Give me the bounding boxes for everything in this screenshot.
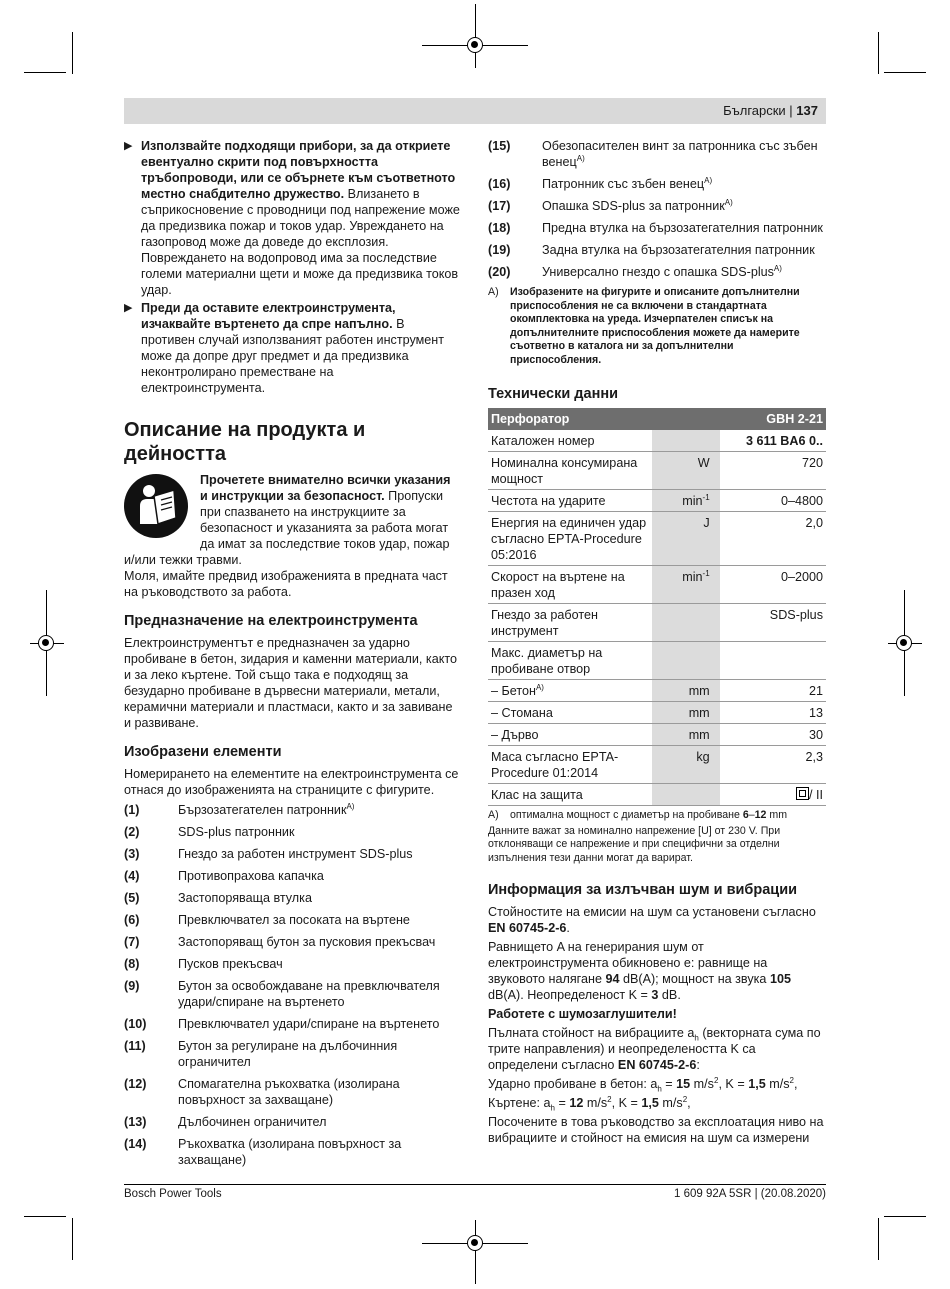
item-text <box>178 802 460 818</box>
item-number: (4) <box>124 869 140 883</box>
item-label: Обезопасителен винт за патронника със зъбен венец <box>542 139 818 169</box>
item-sup: A) <box>346 801 355 811</box>
row-unit: J <box>652 512 719 566</box>
row-value: 2,0 <box>720 512 826 566</box>
crop-mark <box>878 32 879 74</box>
footnote-label: A) <box>488 286 499 298</box>
item-number: (14) <box>124 1137 147 1151</box>
row-name: Макс. диаметър на пробиване отвор <box>488 642 652 680</box>
text-part: , K = <box>718 1077 749 1091</box>
footer-publisher: Bosch Power Tools <box>124 1188 222 1200</box>
row-value: 0–4800 <box>720 490 826 512</box>
value-bold: 105 <box>769 972 791 986</box>
page-number: 137 <box>796 103 818 118</box>
item-text: Застопоряваща втулка <box>178 891 312 905</box>
list-item <box>488 242 826 258</box>
text-part: m/s <box>583 1096 608 1110</box>
list-item <box>124 1016 460 1032</box>
standard-ref: EN 60745-2-6 <box>488 921 567 935</box>
components-list <box>124 802 460 1168</box>
superscript: 2 <box>682 1094 688 1104</box>
list-item <box>124 956 460 972</box>
row-unit: mm <box>652 702 719 724</box>
value-bold: 3 <box>651 988 659 1002</box>
item-number: (8) <box>124 957 140 971</box>
text-part: : <box>696 1058 700 1072</box>
row-unit <box>652 430 719 452</box>
crop-mark <box>884 1216 926 1217</box>
noise-warning <box>488 1006 826 1022</box>
item-text: Бутон за освобождаване на превключвателя удари/спиране на въртенето <box>178 979 440 1009</box>
footnote-text-part: оптимална мощност с диаметър на пробиване <box>510 809 743 821</box>
list-item <box>488 138 826 170</box>
warning-paragraph <box>124 300 460 396</box>
vibration-chiselling: Къртене: $a_h = 12$ $m/s^2$, K = 1,5 $m/s^2$, <box>488 1094 691 1113</box>
crop-mark <box>878 1218 879 1260</box>
text-part: dB(A). Неопределеност K = <box>488 988 652 1002</box>
registration-target-icon <box>467 1235 483 1251</box>
subscript: h <box>694 1033 699 1043</box>
item-sup: A) <box>576 153 585 163</box>
row-value: SDS-plus <box>720 604 826 642</box>
list-item <box>124 912 460 928</box>
subscript: h <box>550 1103 555 1113</box>
item-number: (6) <box>124 913 140 927</box>
row-unit: $\min^{-1}$ <box>652 566 719 604</box>
item-text: Ръкохватка (изолирана повърхност за захващане) <box>178 1137 402 1167</box>
text-part: Къртене: a <box>488 1096 551 1110</box>
crop-mark <box>884 72 926 73</box>
vibration-closing: Посочените в това ръководство за експлоатация ниво на вибрациите и стойност на емисия на шум са измерени <box>488 1115 824 1145</box>
value-bold: 15 <box>676 1077 691 1091</box>
row-name-text: – Бетон <box>491 684 536 698</box>
row-name: Гнездо за работен инструмент <box>488 604 652 642</box>
warning-bold: Използвайте подходящи прибори, за да откриете евентуално скрити под повърхността тръбопроводи, или се обърнете към съответното местно снабдително дружество. <box>141 139 456 201</box>
crop-mark <box>72 32 73 74</box>
page-footer <box>124 1188 826 1200</box>
row-name-sup: A) <box>535 682 544 692</box>
item-sup: A) <box>773 263 782 273</box>
safety-note <box>124 472 460 568</box>
row-value: 21 <box>720 680 826 702</box>
row-unit <box>652 642 719 680</box>
bullet-arrow-icon: ▶ <box>124 302 133 314</box>
footnote-text-part: mm <box>766 809 788 821</box>
header-language: Български <box>723 103 786 118</box>
text-part: dB. <box>658 988 681 1002</box>
item-number: (3) <box>124 847 140 861</box>
noise-warning-text: Работете с шумозаглушители! <box>488 1007 677 1021</box>
item-number: (2) <box>124 825 140 839</box>
bullet-arrow-icon: ▶ <box>124 140 133 152</box>
item-text <box>542 138 826 170</box>
crop-mark <box>24 1216 66 1217</box>
value-bold: 1,5 <box>641 1096 659 1110</box>
table-header-product: Перфоратор <box>488 408 720 430</box>
item-number: (9) <box>124 979 140 993</box>
row-name: Скорост на въртене на празен ход <box>488 566 652 604</box>
item-text <box>542 264 826 280</box>
footnote-text <box>510 809 787 823</box>
text-part: = <box>661 1077 677 1091</box>
row-unit <box>652 604 719 642</box>
right-column <box>488 138 826 1149</box>
table-row <box>488 452 826 490</box>
footnote-bold: 6 <box>742 809 749 821</box>
item-text: Задна втулка на бързозатегателния патронник <box>542 243 815 257</box>
list-item <box>124 934 460 950</box>
row-value: 0–2000 <box>720 566 826 604</box>
row-name: – Дърво <box>488 724 652 746</box>
superscript: 2 <box>789 1075 794 1085</box>
text-part: m/s <box>690 1077 714 1091</box>
list-item <box>124 868 460 884</box>
warning-bold: Преди да оставите електроинструмента, изчаквайте въртенето да спре напълно. <box>141 301 396 331</box>
page-header <box>124 98 826 124</box>
list-item <box>488 198 826 214</box>
item-number: (5) <box>124 891 140 905</box>
row-value: 720 <box>720 452 826 490</box>
table-row <box>488 566 826 604</box>
row-value: 13 <box>720 702 826 724</box>
list-item <box>124 802 460 818</box>
row-unit: W <box>652 452 719 490</box>
table-row <box>488 702 826 724</box>
row-name: Каталожен номер <box>488 430 652 452</box>
item-text: Спомагателна ръкохватка (изолирана повърхност за захващане) <box>178 1077 400 1107</box>
row-unit <box>652 784 719 806</box>
text-part: , K = <box>611 1096 642 1110</box>
list-item <box>124 1076 460 1108</box>
table-row <box>488 746 826 784</box>
warning-text: Влизането в съприкосновение с проводници под напрежение може да предизвика пожар и токов удар. Увреждането на газопровод може да доведе до експлозия. Повреждането на водопровод има за последствие големи материални щети и може да предизвика токов удар. <box>141 187 460 297</box>
item-text: Бутон за регулиране на дълбочинния ограничител <box>178 1039 398 1069</box>
item-number: (1) <box>124 803 140 817</box>
row-name: Честота на ударите <box>488 490 652 512</box>
table-row <box>488 512 826 566</box>
footer-doc-id: 1 609 92A 5SR | (20.08.2020) <box>674 1188 826 1200</box>
table-header <box>488 408 826 430</box>
list-item <box>124 1038 460 1070</box>
components-title: Изобразени елементи <box>124 744 282 760</box>
text-part: m/s <box>765 1077 790 1091</box>
registration-target-icon <box>38 635 54 651</box>
header-label: Български | 137 <box>723 103 818 118</box>
vibration-drilling: Ударно пробиване в бетон: $a_h = 15$ $m/s^2$, K = 1,5 $m/s^2$, <box>488 1075 798 1094</box>
row-name: Енергия на единичен удар съгласно EPTA-Procedure 05:2016 <box>488 512 652 566</box>
safety-bold: Прочетете внимателно всички указания и инструкции за безопасност. <box>200 473 451 503</box>
safety-text: Пропуски при спазването на инструкциите за безопасност и указанията за работа могат да имат за последствие токов удар, пожар и/или тежки травми. <box>124 489 450 567</box>
item-text: SDS-plus патронник <box>178 825 295 839</box>
list-item <box>124 846 460 862</box>
item-text: Застопоряващ бутон за пусковия прекъсвач <box>178 935 436 949</box>
list-item <box>488 264 826 280</box>
row-name: Клас на защита <box>488 784 652 806</box>
row-name: – Стомана <box>488 702 652 724</box>
item-number: (18) <box>488 221 511 235</box>
list-item <box>124 1136 460 1168</box>
text-part: Равнището A на генерирания шум от електроинструмента обикновено е: равнище на звуковото налягане <box>488 940 768 986</box>
row-value <box>720 642 826 680</box>
registration-line <box>475 4 476 68</box>
components-intro: Номерирането на елементите на електроинструмента се отнася до изображенията на страниците с фигурите. <box>124 767 459 797</box>
figures-note: Моля, имайте предвид изображенията в предната част на ръководството за работа. <box>124 569 448 599</box>
list-item <box>124 890 460 906</box>
tech-data-title: Технически данни <box>488 386 618 402</box>
list-item <box>488 220 826 236</box>
list-item <box>124 824 460 840</box>
text-part: Стойностите на емисии на шум са установени съгласно <box>488 905 816 919</box>
warning-text: В противен случай използваният работен инструмент може да допре друг предмет и да предизвика неконтролирано преместване на електроинструмента. <box>141 317 444 395</box>
item-text: Превключвател за посоката на въртене <box>178 913 410 927</box>
section-title: Описание на продукта и дейността <box>124 419 366 465</box>
row-unit: $\min^{-1}$ <box>652 490 719 512</box>
item-text: Гнездо за работен инструмент SDS-plus <box>178 847 413 861</box>
item-number: (11) <box>124 1039 146 1053</box>
footnote-text: Изобразените на фигурите и описаните допълнителни приспособления не са включени в стандартната окомплектовка на уреда. Изчерпателен списък на допълнителните приспособления можете да намерите съответно в каталога ни за допълнителни приспособления. <box>510 286 800 366</box>
item-text <box>542 198 826 214</box>
value-bold: 94 <box>605 972 620 986</box>
table-row <box>488 430 826 452</box>
footnote-label: A) <box>488 809 499 821</box>
accessory-footnote <box>488 286 826 367</box>
read-manual-icon <box>124 474 188 538</box>
registration-line <box>475 1220 476 1284</box>
vibration-paragraph <box>488 1025 826 1073</box>
table-row <box>488 724 826 746</box>
crop-mark <box>72 1218 73 1260</box>
noise-title: Информация за излъчван шум и вибрации <box>488 882 798 898</box>
item-label: Опашка SDS-plus за патронник <box>542 199 725 213</box>
row-name: Номинална консумирана мощност <box>488 452 652 490</box>
row-unit: mm <box>652 724 719 746</box>
text-part: Пълната стойност на вибрациите a <box>488 1026 695 1040</box>
row-name <box>488 680 652 702</box>
item-number: (7) <box>124 935 140 949</box>
footnote-dash: – <box>748 809 755 821</box>
item-label: Универсално гнездо с опашка SDS-plus <box>542 265 774 279</box>
table-footnote <box>488 809 826 823</box>
item-number: (15) <box>488 139 511 153</box>
footnote-bold: 12 <box>754 809 767 821</box>
left-column <box>124 138 460 1174</box>
item-number: (10) <box>124 1017 147 1031</box>
registration-target-icon <box>896 635 912 651</box>
table-row <box>488 642 826 680</box>
row-unit: mm <box>652 680 719 702</box>
row-value <box>720 784 826 806</box>
protection-class-value: / II <box>809 788 823 802</box>
item-number: (13) <box>124 1115 147 1129</box>
list-item <box>124 1114 460 1130</box>
list-item <box>488 176 826 192</box>
item-text: Превключвател удари/спиране на въртенето <box>178 1017 440 1031</box>
row-name: Маса съгласно EPTA-Procedure 01:2014 <box>488 746 652 784</box>
footer-rule <box>124 1184 826 1185</box>
intended-use-text: Електроинструментът е предназначен за ударно пробиване в бетон, зидария и каменни материали, както и за леко къртене. Той също така е подходящ за безударно пробиване в дървесни материали, метали, керамични материали и пластмаси, както и за завиване и развиване. <box>124 636 457 730</box>
item-text <box>542 176 826 192</box>
intended-use-title: Предназначение на електроинструмента <box>124 613 418 629</box>
item-text: Противопрахова капачка <box>178 869 324 883</box>
protection-class-icon <box>796 787 809 800</box>
item-number: (20) <box>488 265 511 279</box>
text-part: dB(A); мощност на звука <box>619 972 770 986</box>
item-sup: A) <box>704 175 713 185</box>
table-note: Данните важат за номинално напрежение [U] от 230 V. При отклоняващи се напрежение и при специфични за отделни изпълнения тези данни могат да варират. <box>488 824 781 864</box>
text-part: . <box>566 921 570 935</box>
superscript: 2 <box>713 1075 719 1085</box>
text-part: = <box>554 1096 570 1110</box>
noise-paragraph-2 <box>488 939 826 1003</box>
tech-data-table <box>488 408 826 806</box>
registration-target-icon <box>467 37 483 53</box>
list-item <box>124 978 460 1010</box>
table-row <box>488 604 826 642</box>
row-value: 3 611 BA6 0.. <box>720 430 826 452</box>
row-unit: kg <box>652 746 719 784</box>
item-text: Пусков прекъсвач <box>178 957 283 971</box>
standard-ref: EN 60745-2-6 <box>617 1058 697 1072</box>
table-row <box>488 490 826 512</box>
item-text: Предна втулка на бързозатегателния патронник <box>542 221 823 235</box>
item-number: (19) <box>488 243 511 257</box>
item-label: Бързозатегателен патронник <box>178 803 347 817</box>
item-text: Дълбочинен ограничител <box>178 1115 327 1129</box>
noise-paragraph-1 <box>488 904 826 936</box>
item-number: (17) <box>488 199 511 213</box>
table-row <box>488 784 826 806</box>
item-number: (12) <box>124 1077 147 1091</box>
crop-mark <box>24 72 66 73</box>
item-sup: A) <box>724 197 733 207</box>
row-value: 2,3 <box>720 746 826 784</box>
warning-paragraph <box>124 138 460 298</box>
text-part: m/s <box>658 1096 683 1110</box>
item-number: (16) <box>488 177 511 191</box>
item-label: Патронник със зъбен венец <box>542 177 705 191</box>
value-bold: 1,5 <box>748 1077 766 1091</box>
table-row <box>488 680 826 702</box>
text-part: Ударно пробиване в бетон: a <box>488 1077 658 1091</box>
row-value: 30 <box>720 724 826 746</box>
text-part: (векторната сума по трите направления) и неопределеността K са определени съгласно <box>488 1026 821 1072</box>
subscript: h <box>657 1084 662 1094</box>
components-list-continued <box>488 138 826 280</box>
value-bold: 12 <box>569 1096 584 1110</box>
table-header-model: GBH 2-21 <box>720 408 826 430</box>
superscript: 2 <box>607 1094 612 1104</box>
